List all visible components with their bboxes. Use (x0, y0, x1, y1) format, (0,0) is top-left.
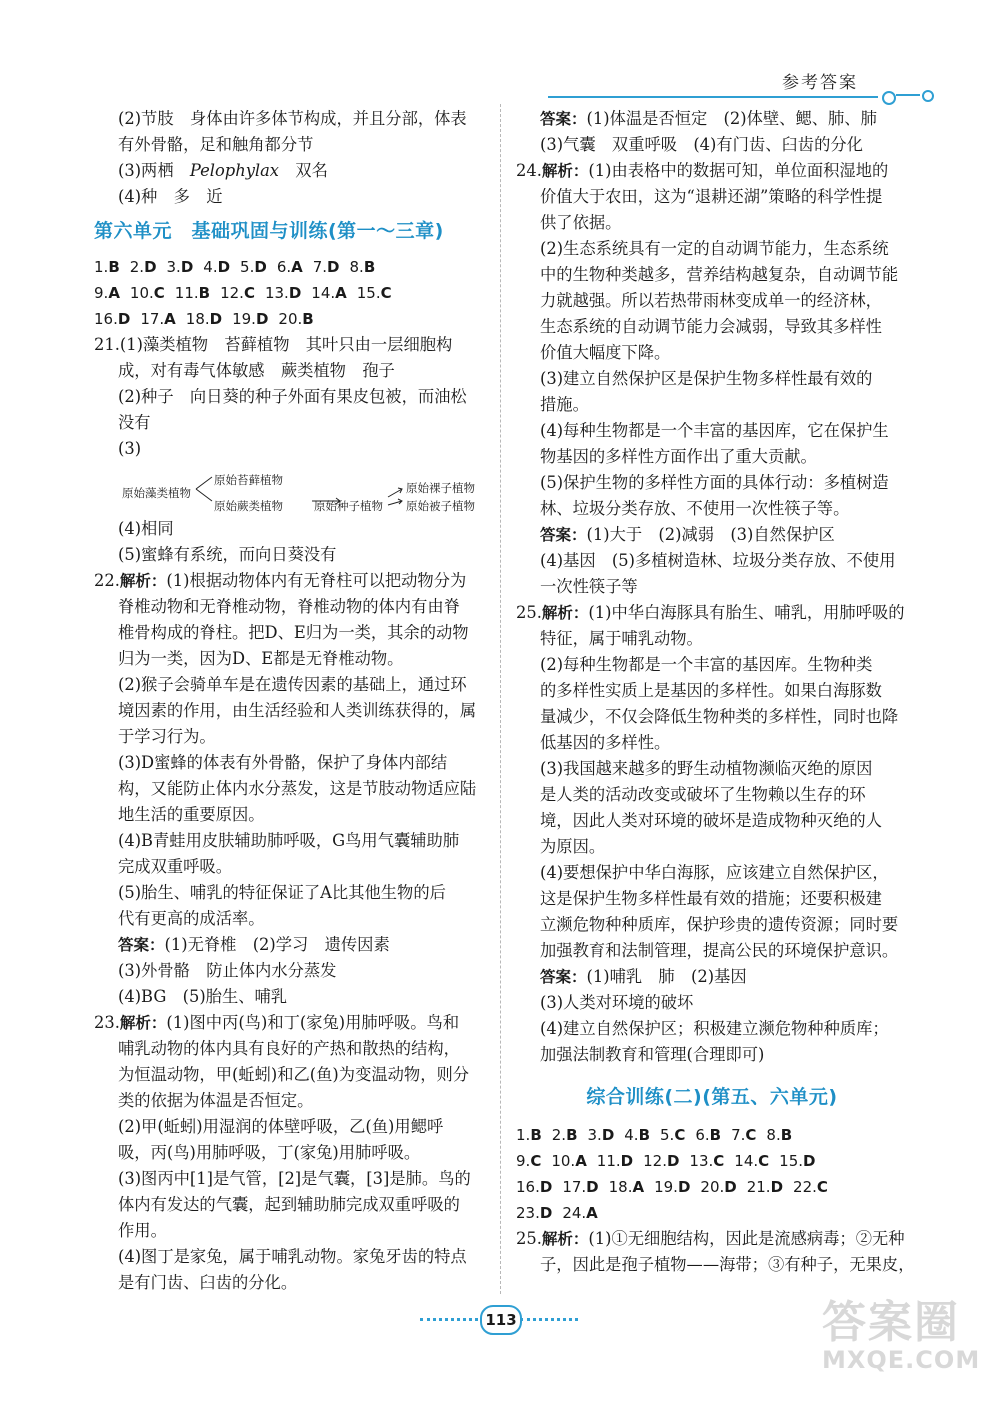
text-line: 21.(1)藻类植物 苔藓植物 其叶只由一层细胞构 (94, 335, 453, 354)
answer-number: 21. (746, 1178, 771, 1196)
text-line: 林、垃圾分类存放、不使用一次性筷子等。 (540, 499, 850, 518)
answer-item (94, 280, 120, 306)
answer-number: 13. (264, 284, 289, 302)
text-line: 体内有发达的气囊，起到辅助肺完成双重呼吸的 (118, 1195, 460, 1214)
answer-number: 18. (608, 1178, 633, 1196)
header-circle-small-icon (922, 90, 934, 102)
text-line: 加强教育和法制管理，提高公民的环境保护意识。 (540, 941, 899, 960)
answer-number: 19. (232, 310, 256, 328)
answer-letter: D (209, 310, 223, 328)
text-line: 价值大幅度下降。 (540, 343, 671, 362)
section-title-unit6: 第六单元 基础巩固与训练(第一～三章) (94, 220, 444, 242)
answer-letter: D (180, 258, 194, 276)
answer-item (265, 280, 301, 306)
answer-letter: C (674, 1126, 686, 1144)
answer-letter: A (575, 1152, 587, 1170)
answer-number: 5. (240, 258, 255, 276)
question-25-review (516, 1226, 915, 1278)
text-line: 力就越强。所以若热带雨林变成单一的经济林， (540, 291, 882, 310)
answer-letter: B (363, 258, 376, 276)
answer-grid (94, 254, 486, 332)
answer-item (747, 1174, 783, 1200)
answer-number: 23. (516, 1204, 540, 1222)
answer-letter: D (327, 258, 340, 276)
label-keyword: 答案： (118, 936, 165, 954)
answer-item (731, 1122, 756, 1148)
answer-number: 15. (356, 284, 381, 302)
text-line: (4)基因 (5)多植树造林、垃圾分类存放、不使用 (540, 551, 896, 570)
answer-letter: D (677, 1178, 691, 1196)
header-title: 参考答案 (782, 73, 858, 93)
answer-letter: D (288, 284, 302, 302)
answer-letter: A (291, 258, 303, 276)
answer-number: 15. (779, 1152, 804, 1170)
answer-item (167, 254, 194, 280)
answer-item (240, 254, 267, 280)
answer-row (516, 1122, 908, 1148)
answer-number: 20. (278, 310, 303, 328)
answer-letter: C (745, 1126, 757, 1144)
text-line: (2)生态系统具有一定的自动调节能力，生态系统 (540, 239, 889, 258)
answer-item (588, 1122, 615, 1148)
text-line: (4)图丁是家兔，属于哺乳动物。家兔牙齿的特点 (118, 1247, 467, 1266)
answer-item (695, 1122, 721, 1148)
page-number-badge (420, 1305, 578, 1333)
text-line: 是人类的活动改变或破坏了生物赖以生存的环 (540, 785, 866, 804)
answer-item (793, 1174, 828, 1200)
text-line: 一次性筷子等 (540, 577, 638, 596)
text-line: 境因素的作用，由生活经验和人类训练获得的，属 (118, 701, 477, 720)
answer-item (516, 1200, 552, 1226)
text-line: 完成双重呼吸。 (118, 857, 232, 876)
label-keyword: 解析： (541, 162, 589, 180)
answer-row (516, 1200, 908, 1226)
text-line: 物基因的多样性方面作出了重大贡献。 (540, 447, 817, 466)
right-column (516, 106, 915, 1278)
text-line: 24.解析：(1)由表格中的数据可知，单位面积湿地的 (516, 161, 889, 180)
answer-number: 4. (624, 1126, 639, 1144)
answer-letter: C (243, 284, 255, 302)
header-circle-icon (882, 91, 896, 105)
label-keyword: 答案： (540, 110, 587, 128)
answer-item (660, 1122, 685, 1148)
answer-item (94, 306, 130, 332)
label-keyword: 解析： (119, 572, 167, 590)
text-line: 类的依据为体温是否恒定。 (118, 1091, 314, 1110)
answer-row (94, 280, 486, 306)
answer-item (232, 306, 268, 332)
answer-letter: D (254, 258, 267, 276)
label-keyword: 解析： (119, 1014, 167, 1032)
text-fragment: (3)两栖 (118, 161, 190, 180)
text-line: (4)B青蛙用皮肤辅助肺呼吸，G鸟用气囊辅助肺 (118, 831, 460, 850)
answer-letter: C (816, 1178, 828, 1196)
text-line: 脊椎动物和无脊椎动物，脊椎动物的体内有由脊 (118, 597, 460, 616)
answer-letter: A (164, 310, 176, 328)
answer-letter: C (713, 1152, 725, 1170)
evolution-diagram (94, 464, 486, 512)
answer-letter: D (620, 1152, 634, 1170)
answer-row (94, 254, 486, 280)
answer-letter: B (108, 258, 120, 276)
text-line: (3)建立自然保护区是保护生物多样性最有效的 (540, 369, 873, 388)
text-line: 为恒温动物，甲(蚯蚓)和乙(鱼)为变温动物，则分 (118, 1065, 470, 1084)
label-keyword: 答案： (540, 968, 587, 986)
answer-item (94, 254, 120, 280)
answer-number: 16. (516, 1178, 540, 1196)
text-line: (5)蜜蜂有系统，而向日葵没有 (118, 545, 337, 564)
answer-item (313, 254, 340, 280)
answer-item (516, 1148, 541, 1174)
answer-item (700, 1174, 736, 1200)
answer-number: 13. (689, 1152, 714, 1170)
answer-number: 2. (551, 1126, 567, 1144)
page-header (548, 64, 936, 104)
answer-number: 17. (140, 310, 165, 328)
answer-item (609, 1174, 644, 1200)
answer-letter: B (780, 1126, 793, 1144)
answer-number: 1. (516, 1126, 531, 1144)
text-line: 归为一类，因为D、E都是无脊椎动物。 (118, 649, 404, 668)
answer-number: 6. (276, 258, 292, 276)
answer-letter: D (539, 1204, 553, 1222)
answer-row (516, 1148, 908, 1174)
text-line: 的多样性实质上是基因的多样性。如果白海豚数 (540, 681, 882, 700)
answer-number: 8. (349, 258, 364, 276)
label-keyword: 解析： (541, 1230, 589, 1248)
answer-letter: D (586, 1178, 599, 1196)
answer-item (278, 306, 313, 332)
text-line (94, 158, 486, 184)
answer-item (130, 254, 157, 280)
answer-letter: A (632, 1178, 645, 1196)
text-line: 特征，属于哺乳动物。 (540, 629, 703, 648)
answer-number: 22. (793, 1178, 817, 1196)
answer-number: 3. (166, 258, 181, 276)
answer-letter: C (380, 284, 392, 302)
text-line: 答案：(1)体温是否恒定 (2)体壁、鳃、肺、肺 (540, 109, 877, 128)
answer-item (552, 1122, 578, 1148)
answer-letter: D (666, 1152, 680, 1170)
text-line: (2)种子 向日葵的种子外面有果皮包被，而油松 (118, 387, 467, 406)
text-line: (3)气囊 双重呼吸 (4)有门齿、臼齿的分化 (540, 135, 863, 154)
text-line: 答案：(1)无脊椎 (2)学习 遗传因素 (118, 935, 390, 954)
answer-item (516, 1174, 552, 1200)
text-line: (3) (118, 439, 142, 458)
text-line: (4)每种生物都是一个丰富的基因库，它在保护生 (540, 421, 889, 440)
text-line: 25.解析：(1)中华白海豚具有胎生、哺乳，用肺呼吸的 (516, 603, 905, 622)
text-line: (2)甲(蚯蚓)用湿润的体壁呼吸，乙(鱼)用鳃呼 (118, 1117, 444, 1136)
answer-number: 6. (695, 1126, 710, 1144)
answer-item (551, 1148, 586, 1174)
text-line: 量减少，不仅会降低生物种类的多样性，同时也降 (540, 707, 899, 726)
text-line: 答案：(1)哺乳 肺 (2)基因 (540, 967, 747, 986)
diagram-node: 原始藻类植物 (122, 486, 191, 500)
answer-item (130, 280, 165, 306)
watermark-logo (822, 1297, 981, 1384)
answer-letter: D (803, 1152, 816, 1170)
answer-number: 12. (643, 1152, 667, 1170)
left-column (94, 106, 486, 1296)
dotted-rule (420, 1318, 478, 1321)
answer-letter: D (117, 310, 131, 328)
text-line: (4)建立自然保护区；积极建立濒危物种种质库； (540, 1019, 889, 1038)
answer-item (140, 306, 175, 332)
text-line: 中的生物种类越多，营养结构越复杂，自动调节能 (540, 265, 899, 284)
answer-number: 5. (660, 1126, 675, 1144)
header-rule (548, 96, 878, 98)
answer-number: 12. (220, 284, 244, 302)
answer-letter: B (566, 1126, 578, 1144)
text-line: 吸，丙(鸟)用肺呼吸，丁(家兔)用肺呼吸。 (118, 1143, 421, 1162)
text-line: (3)图丙中[1]是气管，[2]是气囊，[3]是肺。鸟的 (118, 1169, 471, 1188)
answer-item (311, 280, 346, 306)
text-line: (2)每种生物都是一个丰富的基因库。生物种类 (540, 655, 873, 674)
answer-letter: B (530, 1126, 542, 1144)
answer-grid (516, 1122, 908, 1226)
text-line: 构，又能防止体内水分蒸发，这是节肢动物适应陆 (118, 779, 477, 798)
answer-item (562, 1200, 597, 1226)
answer-number: 2. (129, 258, 145, 276)
answer-number: 7. (731, 1126, 746, 1144)
answer-item (643, 1148, 679, 1174)
answer-number: 11. (174, 284, 199, 302)
answer-item (186, 306, 222, 332)
answer-item (175, 280, 210, 306)
answer-number: 20. (700, 1178, 725, 1196)
label-keyword: 答案： (540, 526, 587, 544)
text-line: 立濒危物种种质库，保护珍贵的遗传资源；同时要 (540, 915, 899, 934)
text-line: 这是保护生物多样性最有效的措施；还要积极建 (540, 889, 882, 908)
text-line: (2)节肢 身体由许多体节构成，并且分部，体表 (118, 109, 467, 128)
text-line: (3)外骨骼 防止体内水分蒸发 (118, 961, 337, 980)
text-line: (4)要想保护中华白海豚，应该建立自然保护区， (540, 863, 889, 882)
text-line: 哺乳动物的体内具有良好的产热和散热的结构， (118, 1039, 460, 1058)
answer-item (734, 1148, 769, 1174)
answer-letter: C (758, 1152, 770, 1170)
answer-item (357, 280, 392, 306)
text-line: 于学习行为。 (118, 727, 216, 746)
answer-letter: C (530, 1152, 542, 1170)
latin-name: Pelophylax (189, 161, 279, 180)
text-line: 供了依据。 (540, 213, 622, 232)
diagram-node: 原始苔藓植物 (214, 473, 283, 487)
question-22 (94, 568, 486, 1010)
section-title-review2: 综合训练(二)(第五、六单元) (586, 1086, 838, 1108)
text-line: 子，因此是孢子植物——海带；③有种子，无果皮， (540, 1255, 915, 1274)
text-line: 生态系统的自动调节能力会减弱，导致其多样性 (540, 317, 882, 336)
answer-item (516, 1122, 542, 1148)
text-line: 低基因的多样性。 (540, 733, 671, 752)
answer-letter: B (198, 284, 211, 302)
answer-item (277, 254, 303, 280)
text-line: 加强法制教育和管理(合理即可) (540, 1045, 765, 1064)
answer-number: 9. (94, 284, 109, 302)
answer-item (624, 1122, 650, 1148)
column-divider (500, 104, 501, 1294)
watermark-top: 答案圈 (822, 1297, 960, 1348)
diagram-node: 原始裸子植物 (406, 481, 475, 495)
text-fragment: 双名 (279, 161, 328, 180)
header-rule-short (896, 94, 920, 96)
text-line: 代有更高的成活率。 (118, 909, 265, 928)
answer-item (689, 1148, 724, 1174)
answer-letter: D (724, 1178, 737, 1196)
text-line: (4)相同 (118, 519, 174, 538)
answer-item (597, 1148, 633, 1174)
answer-letter: D (255, 310, 269, 328)
text-line: (4)BG (5)胎生、哺乳 (118, 987, 288, 1006)
answer-item (766, 1122, 792, 1148)
text-line: 作用。 (118, 1221, 167, 1240)
answer-letter: D (601, 1126, 615, 1144)
answer-letter: A (335, 284, 347, 302)
text-line: 境，因此人类对环境的破坏是造成物种灭绝的人 (540, 811, 882, 830)
watermark-bottom: MXQE.COM (822, 1346, 981, 1374)
text-line: 答案：(1)大于 (2)减弱 (3)自然保护区 (540, 525, 835, 544)
text-line: (3)我国越来越多的野生动植物濒临灭绝的原因 (540, 759, 873, 778)
text-line: 椎骨构成的脊柱。把D、E归为一类，其余的动物 (118, 623, 469, 642)
answer-letter: A (108, 284, 120, 302)
diagram-node: 原始种子植物 (314, 499, 383, 513)
diagram-node: 原始蕨类植物 (214, 499, 283, 513)
answer-item (220, 280, 255, 306)
answer-item (654, 1174, 690, 1200)
answer-number: 10. (129, 284, 154, 302)
text-line: 价值大于农田，这为“退耕还湖”策略的科学性提 (540, 187, 883, 206)
text-line: 有外骨骼，足和触角都分节 (118, 135, 314, 154)
question-25 (516, 600, 908, 1068)
text-line: (2)猴子会骑单车是在遗传因素的基础上，通过环 (118, 675, 467, 694)
answer-number: 3. (587, 1126, 602, 1144)
answer-number: 14. (734, 1152, 759, 1170)
answer-letter: D (770, 1178, 784, 1196)
answer-letter: D (539, 1178, 553, 1196)
answer-item (779, 1148, 815, 1174)
answer-number: 7. (312, 258, 328, 276)
text-line: 22.解析：(1)根据动物体内有无脊柱可以把动物分为 (94, 571, 467, 590)
answer-letter: C (153, 284, 165, 302)
answer-number: 9. (516, 1152, 531, 1170)
text-line: (3)人类对环境的破坏 (540, 993, 694, 1012)
dotted-rule (520, 1318, 578, 1321)
label-keyword: 解析： (541, 604, 589, 622)
answer-number: 11. (596, 1152, 621, 1170)
answer-row (94, 306, 486, 332)
answer-letter: D (144, 258, 157, 276)
answer-number: 1. (94, 258, 109, 276)
answer-number: 8. (766, 1126, 781, 1144)
answer-number: 14. (311, 284, 336, 302)
diagram-node: 原始被子植物 (406, 499, 475, 513)
question-24 (516, 158, 908, 600)
text-line: 25.解析：(1)①无细胞结构，因此是流感病毒；②无种 (516, 1229, 905, 1248)
answer-letter: B (638, 1126, 651, 1144)
answer-number: 4. (203, 258, 218, 276)
text-line: (3)D蜜蜂的体表有外骨骼，保护了身体内部结 (118, 753, 448, 772)
answer-number: 18. (185, 310, 210, 328)
text-line: (4)种 多 近 (118, 187, 223, 206)
question-23 (94, 1010, 486, 1296)
text-line: 没有 (118, 413, 151, 432)
text-line: 措施。 (540, 395, 589, 414)
answer-number: 16. (94, 310, 118, 328)
answer-number: 24. (562, 1204, 587, 1222)
text-line: (5)胎生、哺乳的特征保证了A比其他生物的后 (118, 883, 446, 902)
text-line: 地生活的重要原因。 (118, 805, 265, 824)
text-line: 为原因。 (540, 837, 606, 856)
text-line: (5)保护生物的多样性方面的具体行动：多植树造 (540, 473, 889, 492)
answer-letter: D (217, 258, 231, 276)
text-line: 23.解析：(1)图中丙(鸟)和丁(家兔)用肺呼吸。鸟和 (94, 1013, 460, 1032)
text-line: 是有门齿、臼齿的分化。 (118, 1273, 298, 1292)
page-number: 113 (480, 1305, 522, 1335)
answer-letter: A (586, 1204, 598, 1222)
question-23-answer (516, 106, 908, 158)
answer-number: 19. (654, 1178, 678, 1196)
answer-letter: B (709, 1126, 722, 1144)
answer-item (350, 254, 376, 280)
answer-item (203, 254, 230, 280)
answer-number: 17. (562, 1178, 587, 1196)
text-line: 成，对有毒气体敏感 蕨类植物 孢子 (118, 361, 395, 380)
answer-number: 10. (551, 1152, 576, 1170)
answer-item (562, 1174, 598, 1200)
answer-row (516, 1174, 908, 1200)
answer-letter: B (302, 310, 314, 328)
